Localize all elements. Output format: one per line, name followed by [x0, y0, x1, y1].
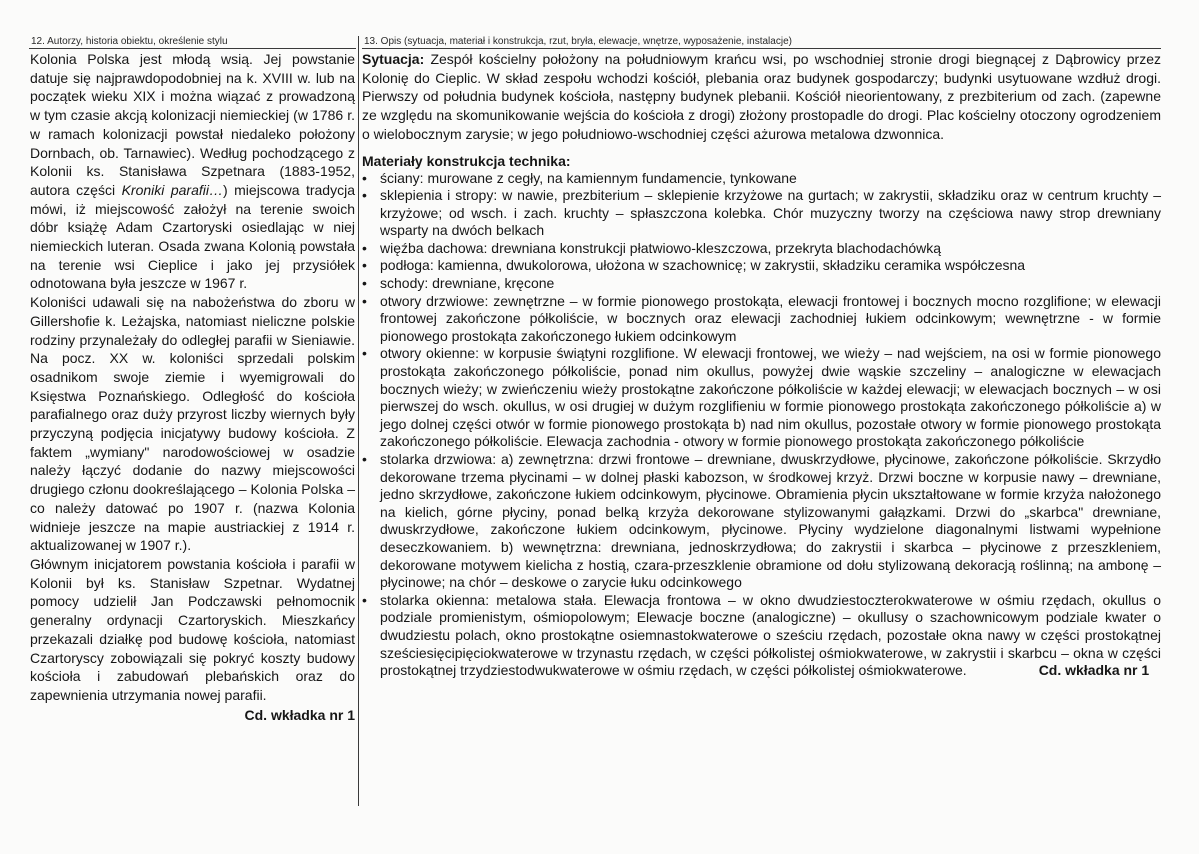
list-item: • więźba dachowa: drewniana konstrukcji płatwiowo-kleszczowa, przekryta blachodachówką: [362, 239, 942, 256]
materials-list: [362, 170, 1161, 680]
column-divider: [358, 36, 359, 806]
materials-title: Materiały konstrukcja technika:: [362, 152, 571, 169]
history-heading: 12. Autorzy, historia obiektu, określenie stylu: [29, 34, 356, 49]
list-item: • podłoga: kamienna, dwukolorowa, ułożona w szachownicę; w zakrystii, składziku ceramika współczesna: [362, 257, 1026, 274]
situation-text: Zespół kościelny położony na południowym krańcu wsi, po wschodniej stronie drogi biegnącej z Dąbrowicy przez Kolonię do Cieplic. W skład zespołu wchodzi kościół, plebania oraz budynek gospodarczy; budynki usytuowane wzdłuż drogi. Pierwszy od południa budynek kościoła, następny budynek plebanii. Kościół nieorientowany, z prezbiterium od zach. (zapewne ze względu na skomunikowanie wejścia do kościoła z drogi) złożony prostopadle do drogi. Plac kościelny otoczony ogrodzeniem o wielobocznym zarysie; w jego południowo-wschodniej części ażurowa metalowa dzwonnica.: [362, 51, 1161, 142]
history-paragraph-1: Kolonia Polska jest młodą wsią. Jej powstanie datuje się najprawdopodobniej na k. XVIII w. lub na początek wieku XIX i można wiązać z prowadzoną w tym czasie akcją kolonizacji niemieckiej (w 1786 r. w ramach kolonizacji powstał niedaleko położony Dornbach, ob. Tarnawiec). Według pochodzącego z Kolonii ks. Stanisława Szpetnara (1883-1952, autora części Kroniki parafii…) miejscowa tradycja mówi, iż miejscowość założył na terenie swoich dóbr książę Adam Czartoryski osiedlając w niej niemieckich luteran. Osada zwana Kolonią powstała na terenie wsi Cieplice i jako jej przysiółek odnotowana była jeszcze w 1967 r.: [30, 51, 355, 292]
history-paragraph-3: Głównym inicjatorem powstania kościoła i parafii w Kolonii był ks. Stanisław Szpetnar. Wydatnej pomocy udzielił Jan Podczawski pełnomocnik generalny ordynacji Czartoryskich. Mieszkańcy przekazali działkę pod budowę kościoła, natomiast Czartoryscy zobowiązali się pokryć koszty budowy kościoła i zabudowań plebańskich oraz do zapewnienia utrzymania nowej parafii.: [30, 555, 355, 703]
situation-label: Sytuacja:: [362, 51, 425, 67]
list-item: • otwory okienne: w korpusie świątyni rozglifione. W elewacji frontowej, we wieży – nad wejściem, na osi w formie pionowego prostokąta zakończonego półkoliście, ponad nim okullus, powyżej dwie wąskie szczeliny – analogiczne w elewacjach bocznych wieży; w zwieńczeniu wieży prostokątne zakończone półkoliście w każdej elewacji; w elewacjach bocznych – w osi pierwszej do wsch. okullus, w osi drugiej w dużym rozglifieniu w formie pionowego prostokąta zakończonego półkoliście a) w jego dolnej części otwór w formie pionowego prostokąta b) nad nim okullus, pozostałe otwory w formie pionowego prostokąta zakończonego półkoliście. Elewacja zachodnia - otwory w formie pionowego prostokąta zakończonego półkoliście: [362, 345, 1161, 450]
situation-paragraph: [362, 50, 1161, 144]
list-item: • stolarka okienna: metalowa stała. Elewacja frontowa – w okno dwudziestoczterokwaterowe w ośmiu rzędach, okullus o podziale promienistym, ośmiopolowym; Elewacje boczne (analogiczne) – okullusy o szachownicowym podziale kwater o dwudziestu polach, okno prostokątne osiemnastokwaterowe o sześciu rzędach, pozostałe okna nawy w części prostokątnej sześciesięcipięciokwaterowe w trzynastu rzędach, w części półkolistej ośmiokwaterowe, w zakrystii i skarbcu – okna w części prostokątnej trzydziestodwukwaterowe w ośmiu rzędach, w części półkolistej ośmiokwaterowe. Cd. wkładka nr 1: [362, 591, 1161, 679]
history-column: [29, 34, 356, 723]
list-item: • schody: drewniane, kręcone: [362, 275, 555, 292]
list-item: • sklepienia i stropy: w nawie, prezbiterium – sklepienie krzyżowe na gurtach; w zakrystii, składziku oraz w centrum kruchty – krzyżowe; od wsch. i zach. kruchty – spłaszczona kolebka. Chór muzyczny tworzy na częściowa nawy strop drewniany wsparty na dwóch belkach: [362, 187, 1161, 239]
list-item: • stolarka drzwiowa: a) zewnętrzna: drzwi frontowe – drewniane, dwuskrzydłowe, płycinowe, zakończone półkoliście. Skrzydło dekorowane trzema płycinami – w dolnej płaski kabozson, w środkowej krzyż. Drzwi boczne w korpusie nawy – drewniane, jedno skrzydłowe, zakończone łukiem odcinkowym, płycinowe. Obramienia płycin ukształtowane w formie krzyża nałożonego na kielich, górne płyciny, ponad belką krzyża dekorowane stylizowanymi gałązkami. Drzwi do „skarbca" drewniane, dwuskrzydłowe, zakończone łukiem odcinkowym, płycinowe. Płyciny wydzielone diagonalnymi listwami wypełnione deseczkowaniem. b) wewnętrzna: drewniana, jednoskrzydłowa; do zakrystii i skarbca – płycinowe z przeszkleniem, dekorowane motywem kielicha z hostią, czara-przeszklenie obramione od dołu stylizowaną dekoracją roślinną; na ambonę – płycinowe; na chór – deskowe o zarycie łuku odcinkowego: [362, 451, 1161, 591]
history-paragraph-2: Koloniści udawali się na nabożeństwa do zboru w Gillershofie k. Leżajska, natomiast nieliczne polskie rodziny przynależały do odległej parafii w Sieniawie. Na pocz. XX w. koloniści sprzedali polskim osadnikom swoje ziemie i wyemigrowali do Księstwa Poznańskiego. Odległość do kościoła parafialnego oraz duży przyrost liczby wiernych były przyczyną podjęcia inicjatywy budowy kościoła. Z faktem „wymiany" narodowościowej w osadzie należy łączyć dodanie do nazwy miejscowości drugiego członu dookreślającego – Kolonia Polska – co należy datować po 1907 r. (nazwa Kolonia widnieje jeszcze na mapie austriackiej z 1914 r. aktualizowanej w 1907 r.).: [30, 294, 355, 554]
description-column: [362, 34, 1161, 680]
description-continued-note: Cd. wkładka nr 1: [1038, 662, 1150, 679]
description-heading: 13. Opis (sytuacja, materiał i konstrukcja, rzut, bryła, elewacje, wnętrze, wyposażenie, instalacje): [362, 34, 1161, 49]
history-text: [29, 50, 356, 705]
history-continued-note: Cd. wkładka nr 1: [244, 706, 355, 723]
list-item: • ściany: murowane z cegły, na kamiennym fundamencie, tynkowane: [362, 169, 797, 186]
list-item: • otwory drzwiowe: zewnętrzne – w formie pionowego prostokąta, elewacji frontowej i bocznych mocno rozglifione; w elewacji frontowej zakończone półkoliście, w bocznych oraz elewacji zachodniej łukiem odcinkowym; wewnętrzne - w formie pionowego prostokąta zakończonego łukiem odcinkowym: [362, 292, 1161, 344]
